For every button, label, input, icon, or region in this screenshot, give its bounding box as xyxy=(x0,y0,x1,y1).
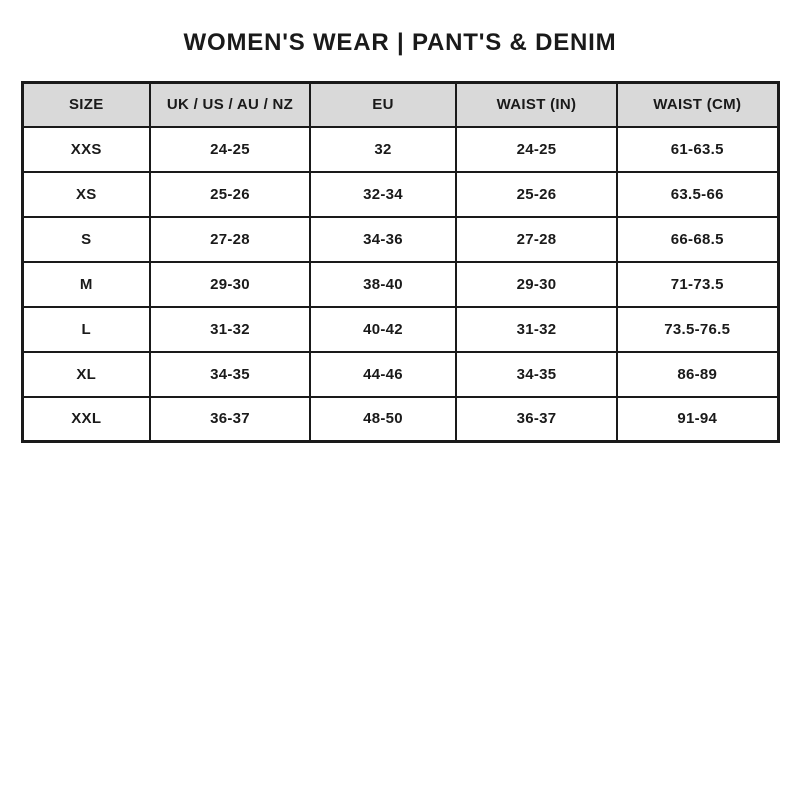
measurement-cell: 73.5-76.5 xyxy=(617,307,778,352)
measurement-cell: 36-37 xyxy=(456,397,617,442)
page-title: WOMEN'S WEAR | PANT'S & DENIM xyxy=(183,29,617,56)
table-row xyxy=(22,172,778,217)
measurement-cell: 44-46 xyxy=(310,352,456,397)
measurement-cell: 32 xyxy=(310,127,456,172)
column-header-waist-in: WAIST (IN) xyxy=(456,83,617,127)
column-header-waist-cm: WAIST (CM) xyxy=(617,83,778,127)
measurement-cell: 25-26 xyxy=(456,172,617,217)
measurement-cell: 31-32 xyxy=(150,307,310,352)
measurement-cell: 34-35 xyxy=(456,352,617,397)
measurement-cell: 27-28 xyxy=(150,217,310,262)
measurement-cell: 32-34 xyxy=(310,172,456,217)
size-label-cell: XXS xyxy=(22,127,150,172)
measurement-cell: 36-37 xyxy=(150,397,310,442)
table-row xyxy=(22,127,778,172)
measurement-cell: 31-32 xyxy=(456,307,617,352)
column-header-uk-us-au-nz: UK / US / AU / NZ xyxy=(150,83,310,127)
measurement-cell: 34-36 xyxy=(310,217,456,262)
measurement-cell: 34-35 xyxy=(150,352,310,397)
table-row xyxy=(22,262,778,307)
column-header-size: SIZE xyxy=(22,83,150,127)
header-row xyxy=(22,83,778,127)
size-label-cell: XXL xyxy=(22,397,150,442)
measurement-cell: 38-40 xyxy=(310,262,456,307)
measurement-cell: 24-25 xyxy=(150,127,310,172)
column-header-eu: EU xyxy=(310,83,456,127)
table-row xyxy=(22,217,778,262)
size-label-cell: M xyxy=(22,262,150,307)
measurement-cell: 29-30 xyxy=(150,262,310,307)
measurement-cell: 71-73.5 xyxy=(617,262,778,307)
measurement-cell: 40-42 xyxy=(310,307,456,352)
size-chart-body xyxy=(22,127,778,442)
measurement-cell: 25-26 xyxy=(150,172,310,217)
size-label-cell: XL xyxy=(22,352,150,397)
measurement-cell: 91-94 xyxy=(617,397,778,442)
measurement-cell: 66-68.5 xyxy=(617,217,778,262)
measurement-cell: 48-50 xyxy=(310,397,456,442)
measurement-cell: 24-25 xyxy=(456,127,617,172)
measurement-cell: 29-30 xyxy=(456,262,617,307)
measurement-cell: 61-63.5 xyxy=(617,127,778,172)
table-row xyxy=(22,397,778,442)
size-label-cell: L xyxy=(22,307,150,352)
measurement-cell: 86-89 xyxy=(617,352,778,397)
size-label-cell: XS xyxy=(22,172,150,217)
size-label-cell: S xyxy=(22,217,150,262)
size-chart-table xyxy=(21,81,780,443)
measurement-cell: 63.5-66 xyxy=(617,172,778,217)
table-row xyxy=(22,352,778,397)
table-row xyxy=(22,307,778,352)
measurement-cell: 27-28 xyxy=(456,217,617,262)
